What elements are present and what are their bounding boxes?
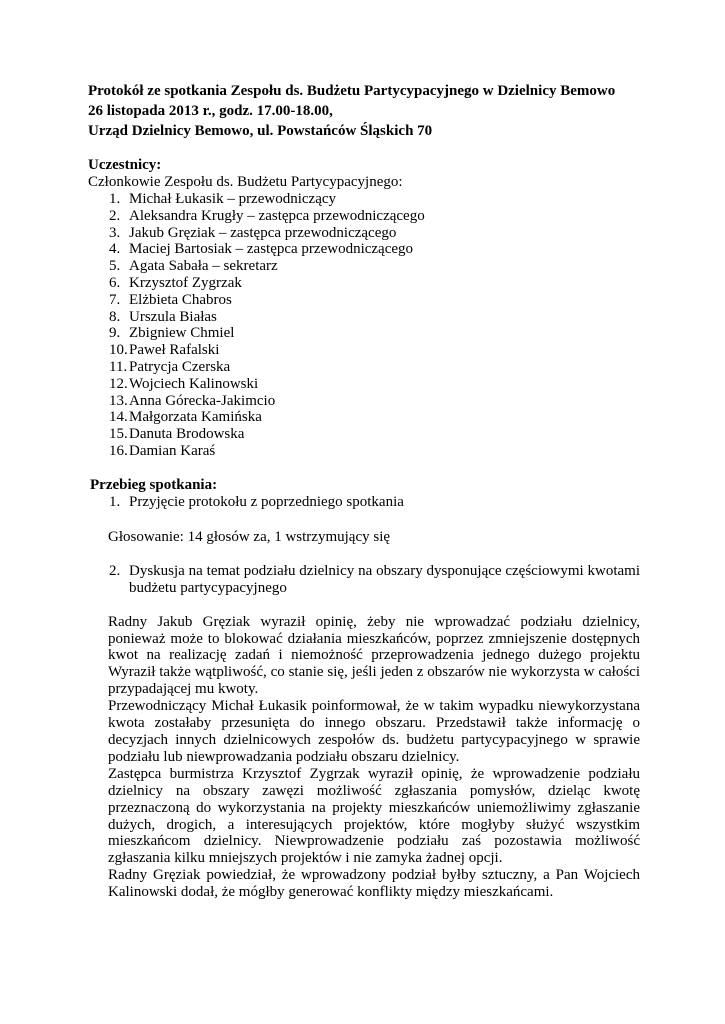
list-number: 16. bbox=[109, 442, 128, 459]
list-item bbox=[88, 292, 640, 309]
participant-name: Danuta Brodowska bbox=[129, 426, 245, 443]
participants-heading: Uczestnicy: bbox=[88, 157, 162, 173]
list-item bbox=[88, 393, 640, 410]
list-item bbox=[88, 359, 640, 376]
list-number: 1. bbox=[109, 191, 121, 207]
list-item bbox=[88, 325, 640, 342]
list-number: 3. bbox=[109, 224, 121, 241]
agenda-item-2 bbox=[88, 563, 640, 597]
meeting-date: 26 listopada 2013 r., godz. 17.00-18.00, bbox=[88, 103, 333, 119]
participant-name: Elżbieta Chabros bbox=[129, 291, 232, 308]
participant-name: Krzysztof Zygrzak bbox=[129, 274, 242, 291]
list-item bbox=[88, 309, 640, 326]
list-number: 15. bbox=[109, 426, 128, 443]
discussion-paragraph: Zastępca burmistrza Krzysztof Zygrzak wyraził opinię, że wprowadzenie podziału dzielnicy na obszary zawęzi możliwość zgłaszania pomysłów, dzieląc kwotę przeznaczoną do wykorzystania na projekty mieszkańców uniemożliwimy zgłaszanie dużych, drogich, a interesujących projektów, które mogłyby służyć wszystkim mieszkańcom dzielnicy. Niewprowadzenie podziału zaś pozostawia możliwość zgłaszania kilku mniejszych projektów i nie zamyka żadnej opcji. bbox=[108, 765, 640, 867]
list-number: 14. bbox=[109, 409, 128, 426]
participant-name: Urszula Białas bbox=[129, 308, 217, 325]
participant-name: Michał Łukasik – przewodniczący bbox=[129, 191, 337, 207]
participant-name: Paweł Rafalski bbox=[129, 342, 220, 359]
list-item bbox=[88, 258, 640, 275]
participants-section bbox=[88, 157, 640, 460]
discussion-paragraph: Radny Jakub Gręziak wyraził opinię, żeby nie wprowadzać podziału dzielnicy, ponieważ może to blokować działania mieszkańców, poprzez zmniejszenie dostępnych kwot na realizację zadań i niemożność przeprowadzenia jednego dużego projektu Wyraził także wątpliwość, co stanie się, jeśli jeden z obszarów nie wykorzysta w całości przypadającej mu kwoty. bbox=[108, 613, 640, 698]
document-header bbox=[88, 81, 640, 141]
list-item bbox=[88, 241, 640, 258]
participant-name: Wojciech Kalinowski bbox=[129, 375, 259, 392]
list-item bbox=[88, 376, 640, 393]
agenda-number: 1. bbox=[109, 493, 121, 510]
discussion-paragraph: Przewodniczący Michał Łukasik poinformował, że w takim wypadku niewykorzystana kwota zostałaby przesunięta do innego obszaru. Przedstawił także informację o decyzjach innych dzielnicowych zespołów ds. budżetu partycypacyjnego w sprawie podziału lub niewprowadzania podziału obszaru dzielnicy. bbox=[108, 698, 640, 765]
agenda-item-1 bbox=[88, 494, 640, 511]
agenda-text: Przyjęcie protokołu z poprzedniego spotkania bbox=[129, 493, 404, 510]
participant-name: Anna Górecka-Jakimcio bbox=[129, 392, 276, 409]
list-item bbox=[88, 225, 640, 242]
discussion-body bbox=[88, 614, 640, 901]
meeting-location: Urząd Dzielnicy Bemowo, ul. Powstańców Śląskich 70 bbox=[88, 123, 433, 139]
list-number: 13. bbox=[109, 392, 128, 409]
document-title: Protokół ze spotkania Zespołu ds. Budżetu Partycypacyjnego w Dzielnicy Bemowo bbox=[88, 83, 616, 99]
list-item bbox=[88, 275, 640, 292]
meeting-heading: Przebieg spotkania: bbox=[90, 476, 218, 493]
participants-list bbox=[88, 191, 640, 460]
list-number: 7. bbox=[109, 291, 121, 308]
agenda-number: 2. bbox=[109, 562, 121, 579]
list-number: 6. bbox=[109, 274, 121, 291]
agenda-text: Dyskusja na temat podziału dzielnicy na obszary dysponujące częściowymi kwotami budżetu partycypacyjnego bbox=[129, 562, 640, 596]
participant-name: Zbigniew Chmiel bbox=[129, 325, 235, 342]
list-number: 8. bbox=[109, 308, 121, 325]
participant-name: Aleksandra Krugły – zastępca przewodniczącego bbox=[129, 207, 425, 224]
discussion-paragraph: Radny Gręziak powiedział, że wprowadzony podział byłby sztuczny, a Pan Wojciech Kalinowski dodał, że mógłby generować konflikty między mieszkańcami. bbox=[108, 867, 640, 901]
participant-name: Agata Sabała – sekretarz bbox=[129, 258, 278, 275]
list-number: 5. bbox=[109, 258, 121, 275]
participant-name: Patrycja Czerska bbox=[129, 358, 231, 375]
list-number: 10. bbox=[109, 342, 128, 359]
list-item bbox=[88, 443, 640, 460]
list-item bbox=[88, 426, 640, 443]
list-number: 12. bbox=[109, 375, 128, 392]
list-number: 9. bbox=[109, 325, 121, 342]
participant-name: Damian Karaś bbox=[129, 442, 216, 459]
meeting-section bbox=[88, 477, 640, 901]
vote-result: Głosowanie: 14 głosów za, 1 wstrzymujący się bbox=[108, 528, 391, 545]
document-page bbox=[88, 81, 640, 901]
list-number: 11. bbox=[109, 358, 128, 375]
participants-intro: Członkowie Zespołu ds. Budżetu Partycypacyjnego: bbox=[88, 174, 403, 190]
list-item bbox=[88, 208, 640, 225]
participant-name: Maciej Bartosiak – zastępca przewodniczącego bbox=[129, 241, 414, 258]
participant-name: Jakub Gręziak – zastępca przewodniczącego bbox=[129, 224, 397, 241]
participant-name: Małgorzata Kamińska bbox=[129, 409, 262, 426]
list-number: 2. bbox=[109, 207, 121, 224]
list-item bbox=[88, 342, 640, 359]
list-number: 4. bbox=[109, 241, 121, 258]
list-item bbox=[88, 409, 640, 426]
list-item bbox=[88, 191, 640, 208]
